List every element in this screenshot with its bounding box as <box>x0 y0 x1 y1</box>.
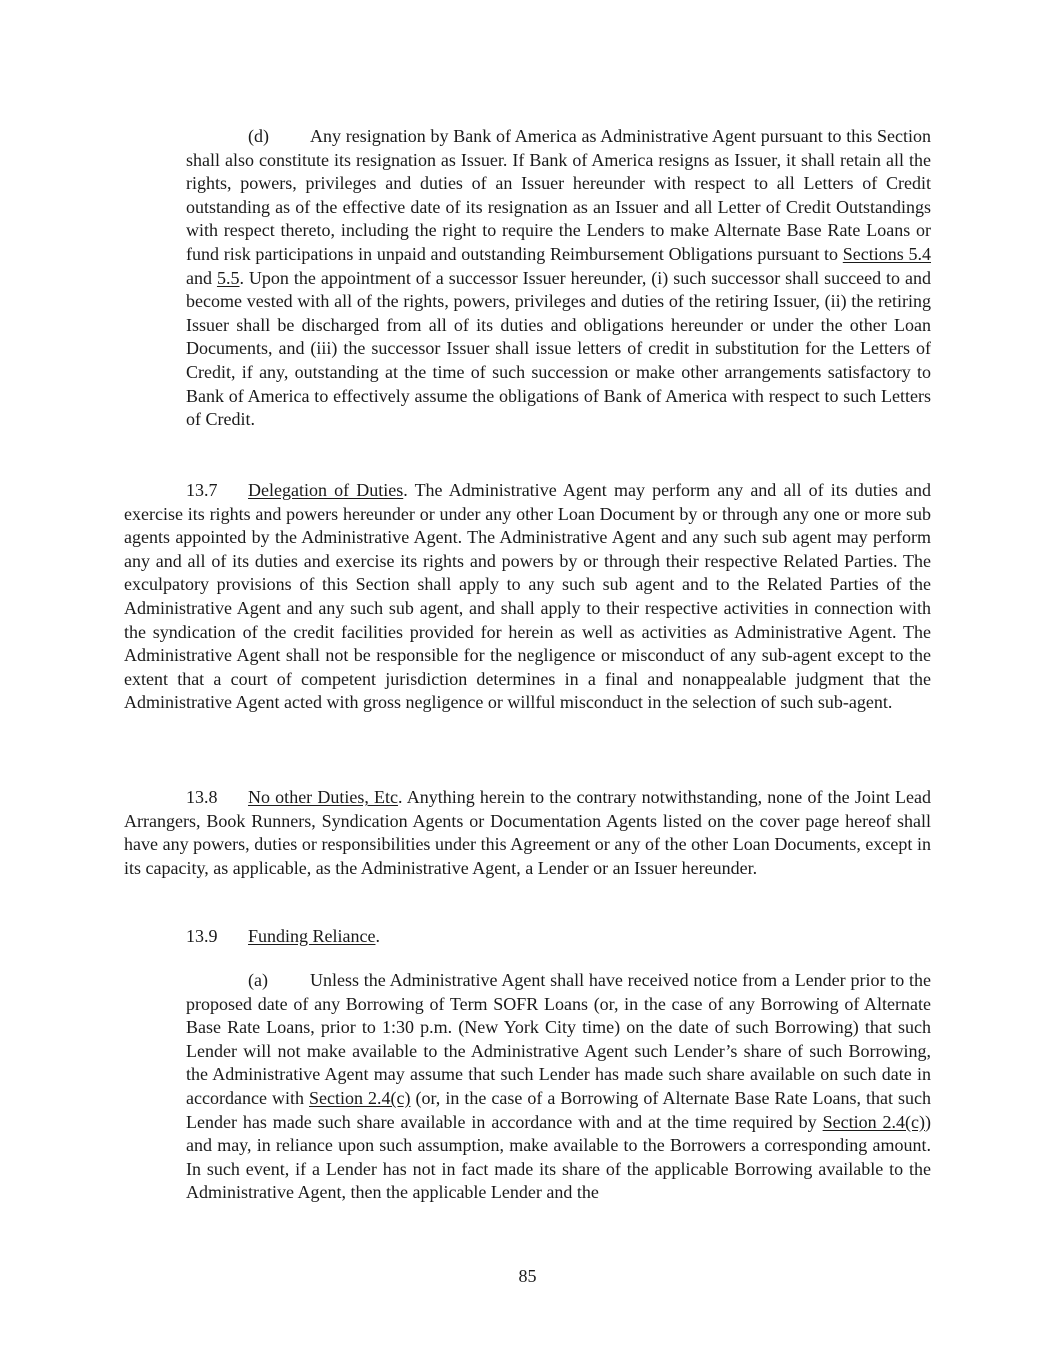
cross-reference: Section 2.4(c) <box>309 1087 411 1108</box>
section-number: 13.8 <box>186 787 218 807</box>
paragraph-text: . Upon the appointment of a successor Issuer hereunder, (i) such successor shall succeed to and become vested with all of the rights, powers, privileges and duties of the retiring Issuer, (ii) the retiring Issuer shall be discharged from all of its duties and obligations hereunder or under the other Loan Documents, and (iii) the successor Issuer shall issue letters of credit in substitution for the Letters of Credit, if any, outstanding at the time of such succession or make other arrangements satisfactory to Bank of America to effectively assume the obligations of Bank of America with respect to such Letters of Credit. <box>186 267 932 430</box>
section-heading: Delegation of Duties <box>248 480 404 500</box>
paragraph-text: ) and may, in reliance upon such assumption, make available to the Borrowers a corresponding amount. In such event, if a Lender has not in fact made its share of the applicable Borrowing available to the Administrative Agent, then the applicable Lender and the <box>186 1111 932 1203</box>
paragraph-a <box>186 969 931 1205</box>
clause-label: (d) <box>248 126 269 146</box>
paragraph-d <box>186 125 931 432</box>
paragraph-text: and <box>186 267 217 288</box>
paragraph-text: (or, in the case of a Borrowing of Alternate Base Rate Loans, that such Lender has made such share available in accordance with and at the time required by <box>186 1087 932 1132</box>
paragraph-text: . Anything herein to the contrary notwithstanding, none of the Joint Lead Arrangers, Book Runners, Syndication Agents or Documentation Agents listed on the cover page hereof shall have any powers, duties or responsibilities under this Agreement or any of the other Loan Documents, except in its capacity, as applicable, as the Administrative Agent, a Lender or an Issuer hereunder. <box>124 787 931 878</box>
paragraph-text: . The Administrative Agent may perform any and all of its duties and exercise its rights and powers hereunder or under any other Loan Document by or through any one or more sub agents appointed by the Administrative Agent. The Administrative Agent and any such sub agent may perform any and all of its duties and exercise its rights and powers by or through their respective Related Parties. The exculpatory provisions of this Section shall apply to any such sub agent and to the Related Parties of the Administrative Agent and any such sub agent, and shall apply to their respective activities in connection with the syndication of the credit facilities provided for herein as well as activities as Administrative Agent. The Administrative Agent shall not be responsible for the negligence or misconduct of any sub-agent except to the extent that a court of competent jurisdiction determines in a final and nonappealable judgment that the Administrative Agent acted with gross negligence or willful misconduct in the selection of such sub-agent. <box>124 480 931 713</box>
clause-label: (a) <box>248 970 268 990</box>
page-number: 85 <box>518 1266 537 1286</box>
cross-reference: Section 2.4(c) <box>822 1111 926 1132</box>
section-13-7 <box>124 479 931 715</box>
section-13-8 <box>124 786 931 880</box>
paragraph-text: Any resignation by Bank of America as Administrative Agent pursuant to this Section shall also constitute its resignation as Issuer. If Bank of America resigns as Issuer, it shall retain all the rights, powers, privileges and duties of an Issuer hereunder with respect to all Letters of Credit outstanding as of the effective date of its resignation as an Issuer and all Letter of Credit Outstandings with respect thereto, including the right to require the Lenders to make Alternate Base Rate Loans or fund risk participations in unpaid and outstanding Reimbursement Obligations pursuant to <box>186 126 931 264</box>
section-number: 13.9 <box>186 926 218 946</box>
section-heading: No other Duties, Etc <box>248 787 399 807</box>
cross-reference: 5.5 <box>216 267 240 288</box>
section-13-9 <box>186 925 931 949</box>
cross-reference: Sections 5.4 <box>842 243 931 264</box>
paragraph-text: Unless the Administrative Agent shall have received notice from a Lender prior to the proposed date of any Borrowing of Term SOFR Loans (or, in the case of any Borrowing of Alternate Base Rate Loans, prior to 1:30 p.m. (New York City time) on the date of such Borrowing) that such Lender will not make available to the Administrative Agent such Lender’s share of such Borrowing, the Administrative Agent may assume that such Lender has made such share available on such date in accordance with <box>186 970 931 1108</box>
paragraph-text: . <box>375 926 380 946</box>
section-number: 13.7 <box>186 480 218 500</box>
section-heading: Funding Reliance <box>248 926 376 946</box>
